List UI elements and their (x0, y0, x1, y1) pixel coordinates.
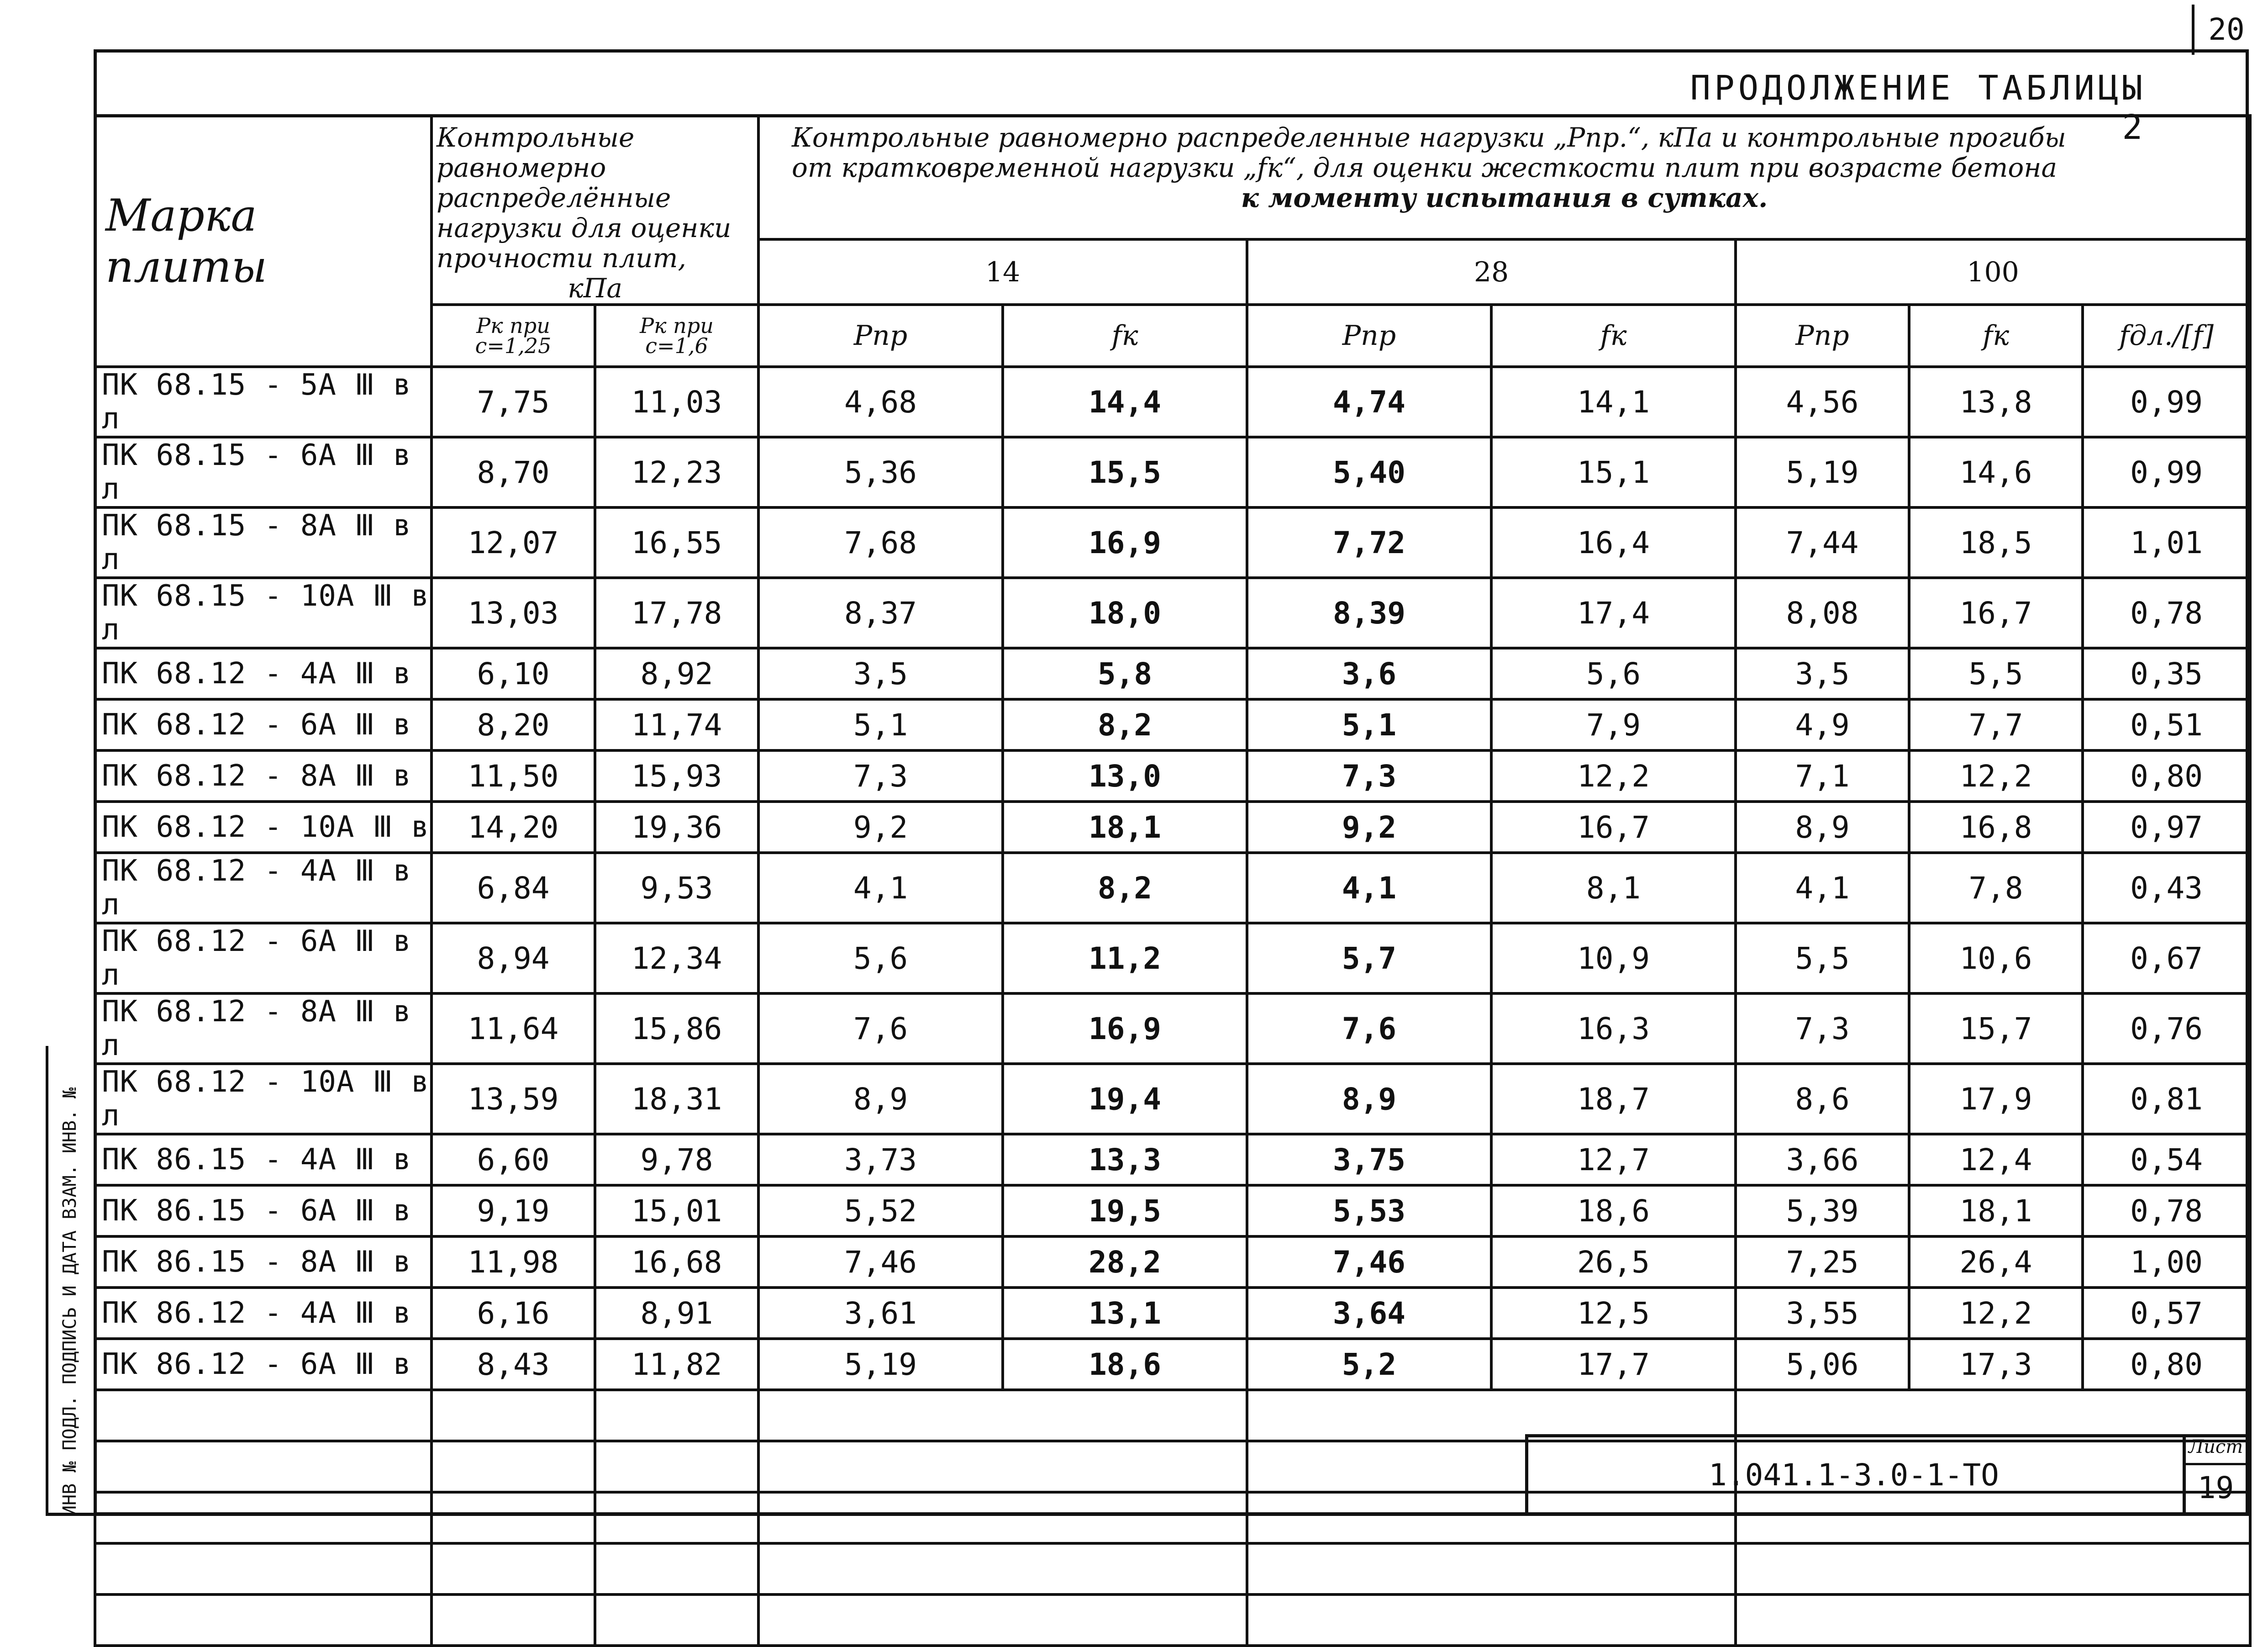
pk-125-header (431, 305, 595, 367)
p-pr-28-cell: 5,7 (1247, 923, 1491, 993)
pk-125-cell: 14,20 (431, 802, 595, 853)
loads-table (94, 114, 2252, 1647)
p-pr-28-cell: 5,2 (1247, 1339, 1491, 1390)
empty-cell (1247, 1594, 1736, 1646)
f-ratio-cell: 0,99 (2083, 437, 2250, 507)
pk-125-cell: 7,75 (431, 367, 595, 437)
pk-16-cell: 16,55 (595, 507, 758, 578)
p-pr-14-cell: 7,68 (758, 507, 1003, 578)
p-pr-100-cell: 3,5 (1736, 648, 1909, 699)
side-stamp-border (46, 1046, 48, 1515)
table-row (95, 507, 2250, 578)
continuation-title: ПРОДОЛЖЕНИЕ ТАБЛИЦЫ 2 (1690, 69, 2146, 147)
strength-loads-text: Контрольные равномерно распределённые нагрузки для оценки прочности плит, (437, 122, 731, 274)
empty-cell (758, 1492, 1247, 1543)
f-k-28-cell: 17,4 (1491, 578, 1736, 648)
pk-125-cell: 8,20 (431, 699, 595, 750)
empty-cell (758, 1441, 1247, 1492)
stiffness-loads-header (758, 116, 2250, 239)
f-k-28-cell: 16,7 (1491, 802, 1736, 853)
pk-16-line-1: Pк при (640, 313, 714, 338)
table-row (95, 1236, 2250, 1288)
pk-16-cell: 9,53 (595, 853, 758, 923)
mark-cell: ПК 68.12 - 4А Ⅲ в (95, 648, 431, 699)
empty-cell (95, 1543, 431, 1594)
p-pr-100-cell: 4,1 (1736, 853, 1909, 923)
p-pr-100-cell: 4,9 (1736, 699, 1909, 750)
mark-cell: ПК 68.12 - 8А Ⅲ в (95, 750, 431, 802)
p-pr-28-cell: 9,2 (1247, 802, 1491, 853)
pk-125-cell: 8,43 (431, 1339, 595, 1390)
p-pr-14-cell: 3,5 (758, 648, 1003, 699)
f-ratio-cell: 0,99 (2083, 367, 2250, 437)
f-k-100-cell: 16,8 (1909, 802, 2083, 853)
pk-125-line-2: c=1,25 (475, 333, 552, 358)
pk-16-cell: 9,78 (595, 1134, 758, 1185)
f-ratio-cell: 0,76 (2083, 993, 2250, 1064)
empty-cell (758, 1390, 1247, 1441)
f-k-100-cell: 15,7 (1909, 993, 2083, 1064)
table-row (95, 750, 2250, 802)
f-k-28-cell: 10,9 (1491, 923, 1736, 993)
mark-cell: ПК 68.12 - 10А Ⅲ в л (95, 1064, 431, 1134)
f-ratio-cell: 0,67 (2083, 923, 2250, 993)
f-k-100-header: fк (1909, 305, 2083, 367)
p-pr-100-cell: 7,25 (1736, 1236, 1909, 1288)
table-row (95, 923, 2250, 993)
sheet-number: 19 (2197, 1470, 2234, 1505)
pk-16-cell: 19,36 (595, 802, 758, 853)
f-k-14-cell: 28,2 (1003, 1236, 1247, 1288)
f-k-14-cell: 18,0 (1003, 578, 1247, 648)
f-k-14-cell: 16,9 (1003, 993, 1247, 1064)
stiffness-text-line-1: Контрольные равномерно распределенные нагрузки „Pпр.“, кПа и контрольные прогибы (792, 122, 2066, 153)
mark-cell: ПК 68.15 - 8А Ⅲ в л (95, 507, 431, 578)
sheet-label: Лист (2185, 1436, 2247, 1465)
stiffness-text-line-3: к моменту испытания в сутках. (1241, 182, 1768, 213)
f-k-28-cell: 16,4 (1491, 507, 1736, 578)
p-pr-100-cell: 8,08 (1736, 578, 1909, 648)
f-k-100-cell: 14,6 (1909, 437, 2083, 507)
f-k-28-cell: 12,5 (1491, 1288, 1736, 1339)
f-k-100-cell: 18,1 (1909, 1185, 2083, 1236)
mark-cell: ПК 68.12 - 10А Ⅲ в (95, 802, 431, 853)
table-row (95, 993, 2250, 1064)
pk-16-cell: 12,23 (595, 437, 758, 507)
empty-cell (95, 1441, 431, 1492)
pk-125-cell: 13,03 (431, 578, 595, 648)
p-pr-28-cell: 4,1 (1247, 853, 1491, 923)
table-row (95, 437, 2250, 507)
pk-125-cell: 8,70 (431, 437, 595, 507)
f-k-28-cell: 5,6 (1491, 648, 1736, 699)
pk-16-cell: 12,34 (595, 923, 758, 993)
p-pr-14-cell: 5,1 (758, 699, 1003, 750)
p-pr-100-header: Pпр (1736, 305, 1909, 367)
empty-cell (595, 1594, 758, 1646)
empty-cell (431, 1594, 595, 1646)
f-ratio-cell: 0,35 (2083, 648, 2250, 699)
f-k-28-header: fк (1491, 305, 1736, 367)
f-k-14-cell: 11,2 (1003, 923, 1247, 993)
f-ratio-header: fдл./[f] (2083, 305, 2250, 367)
pk-16-cell: 15,93 (595, 750, 758, 802)
pk-125-cell: 8,94 (431, 923, 595, 993)
p-pr-14-cell: 5,6 (758, 923, 1003, 993)
pk-16-cell: 15,01 (595, 1185, 758, 1236)
pk-16-cell: 16,68 (595, 1236, 758, 1288)
f-k-28-cell: 12,2 (1491, 750, 1736, 802)
f-k-14-cell: 19,5 (1003, 1185, 1247, 1236)
table-row (95, 1339, 2250, 1390)
f-k-14-cell: 13,3 (1003, 1134, 1247, 1185)
f-k-100-cell: 12,2 (1909, 750, 2083, 802)
f-k-100-cell: 12,4 (1909, 1134, 2083, 1185)
f-ratio-cell: 0,80 (2083, 750, 2250, 802)
f-k-14-cell: 16,9 (1003, 507, 1247, 578)
p-pr-14-cell: 7,46 (758, 1236, 1003, 1288)
table-row (95, 853, 2250, 923)
f-k-14-cell: 14,4 (1003, 367, 1247, 437)
pk-16-cell: 8,92 (595, 648, 758, 699)
empty-cell (595, 1390, 758, 1441)
mark-cell: ПК 86.15 - 8А Ⅲ в (95, 1236, 431, 1288)
pk-16-cell: 8,91 (595, 1288, 758, 1339)
f-k-100-cell: 17,9 (1909, 1064, 2083, 1134)
side-stamp-text: ИНВ № ПОДЛ. ПОДПИСЬ И ДАТА ВЗАМ. ИНВ. № (59, 1087, 80, 1516)
p-pr-100-cell: 8,9 (1736, 802, 1909, 853)
f-k-100-cell: 16,7 (1909, 578, 2083, 648)
empty-row (95, 1390, 2250, 1441)
empty-cell (95, 1390, 431, 1441)
p-pr-28-cell: 4,74 (1247, 367, 1491, 437)
pk-125-cell: 11,64 (431, 993, 595, 1064)
p-pr-14-cell: 4,1 (758, 853, 1003, 923)
f-k-14-cell: 15,5 (1003, 437, 1247, 507)
f-k-100-cell: 10,6 (1909, 923, 2083, 993)
age-28-header: 28 (1247, 239, 1736, 305)
p-pr-100-cell: 5,06 (1736, 1339, 1909, 1390)
mark-cell: ПК 68.12 - 8А Ⅲ в л (95, 993, 431, 1064)
f-k-100-cell: 7,7 (1909, 699, 2083, 750)
f-k-28-cell: 8,1 (1491, 853, 1736, 923)
pk-16-cell: 11,03 (595, 367, 758, 437)
f-k-14-cell: 8,2 (1003, 853, 1247, 923)
f-ratio-cell: 0,78 (2083, 1185, 2250, 1236)
pk-16-cell: 11,82 (595, 1339, 758, 1390)
p-pr-100-cell: 3,66 (1736, 1134, 1909, 1185)
mark-cell: ПК 68.15 - 5А Ⅲ в л (95, 367, 431, 437)
pk-16-cell: 11,74 (595, 699, 758, 750)
p-pr-28-cell: 7,6 (1247, 993, 1491, 1064)
empty-row (95, 1543, 2250, 1594)
pk-16-cell: 15,86 (595, 993, 758, 1064)
pk-125-cell: 12,07 (431, 507, 595, 578)
f-k-14-cell: 18,6 (1003, 1339, 1247, 1390)
pk-125-cell: 6,16 (431, 1288, 595, 1339)
mark-cell: ПК 68.12 - 4А Ⅲ в л (95, 853, 431, 923)
p-pr-100-cell: 4,56 (1736, 367, 1909, 437)
table-row (95, 699, 2250, 750)
p-pr-28-cell: 5,40 (1247, 437, 1491, 507)
p-pr-28-cell: 8,39 (1247, 578, 1491, 648)
f-k-28-cell: 16,3 (1491, 993, 1736, 1064)
mark-cell: ПК 86.15 - 6А Ⅲ в (95, 1185, 431, 1236)
pk-125-cell: 13,59 (431, 1064, 595, 1134)
table-row (95, 578, 2250, 648)
empty-cell (1736, 1390, 2250, 1441)
empty-cell (431, 1441, 595, 1492)
p-pr-28-cell: 3,6 (1247, 648, 1491, 699)
p-pr-28-cell: 5,1 (1247, 699, 1491, 750)
p-pr-100-cell: 7,1 (1736, 750, 1909, 802)
document-code: 1.041.1-3.0-1-ТО (1709, 1457, 1999, 1493)
p-pr-28-cell: 7,46 (1247, 1236, 1491, 1288)
pk-125-line-1: Pк при (476, 313, 550, 338)
empty-cell (95, 1594, 431, 1646)
p-pr-14-cell: 5,19 (758, 1339, 1003, 1390)
f-k-14-cell: 13,1 (1003, 1288, 1247, 1339)
p-pr-14-cell: 8,9 (758, 1064, 1003, 1134)
f-k-28-cell: 12,7 (1491, 1134, 1736, 1185)
pk-125-cell: 6,84 (431, 853, 595, 923)
p-pr-28-cell: 7,72 (1247, 507, 1491, 578)
empty-cell (1736, 1594, 2250, 1646)
pk-16-header (595, 305, 758, 367)
strength-loads-header (431, 116, 758, 305)
f-k-14-cell: 13,0 (1003, 750, 1247, 802)
strength-loads-unit: кПа (568, 273, 622, 304)
stiffness-text-line-2: от кратковременной нагрузки „fк“, для оценки жесткости плит при возрасте бетона (792, 152, 2058, 183)
f-k-100-cell: 13,8 (1909, 367, 2083, 437)
empty-cell (595, 1543, 758, 1594)
mark-cell: ПК 68.12 - 6А Ⅲ в л (95, 923, 431, 993)
f-ratio-cell: 0,81 (2083, 1064, 2250, 1134)
age-14-header: 14 (758, 239, 1247, 305)
p-pr-28-header: Pпр (1247, 305, 1491, 367)
mark-cell: ПК 68.12 - 6А Ⅲ в (95, 699, 431, 750)
f-k-14-cell: 18,1 (1003, 802, 1247, 853)
empty-cell (1247, 1390, 1736, 1441)
mark-cell: ПК 68.15 - 6А Ⅲ в л (95, 437, 431, 507)
p-pr-14-cell: 4,68 (758, 367, 1003, 437)
p-pr-100-cell: 7,44 (1736, 507, 1909, 578)
p-pr-100-cell: 8,6 (1736, 1064, 1909, 1134)
mark-header: Марка плиты (95, 116, 431, 367)
pk-16-cell: 18,31 (595, 1064, 758, 1134)
p-pr-14-cell: 5,36 (758, 437, 1003, 507)
f-k-28-cell: 7,9 (1491, 699, 1736, 750)
p-pr-14-cell: 3,61 (758, 1288, 1003, 1339)
p-pr-14-header: Pпр (758, 305, 1003, 367)
table-row (95, 1288, 2250, 1339)
p-pr-14-cell: 7,3 (758, 750, 1003, 802)
f-ratio-cell: 0,57 (2083, 1288, 2250, 1339)
f-k-100-cell: 17,3 (1909, 1339, 2083, 1390)
f-k-28-cell: 26,5 (1491, 1236, 1736, 1288)
f-k-28-cell: 14,1 (1491, 367, 1736, 437)
p-pr-100-cell: 7,3 (1736, 993, 1909, 1064)
f-ratio-cell: 1,00 (2083, 1236, 2250, 1288)
empty-cell (431, 1492, 595, 1543)
p-pr-28-cell: 3,75 (1247, 1134, 1491, 1185)
table-row (95, 648, 2250, 699)
f-k-100-cell: 26,4 (1909, 1236, 2083, 1288)
table-row (95, 1064, 2250, 1134)
empty-cell (595, 1492, 758, 1543)
p-pr-14-cell: 8,37 (758, 578, 1003, 648)
p-pr-100-cell: 3,55 (1736, 1288, 1909, 1339)
f-ratio-cell: 0,54 (2083, 1134, 2250, 1185)
f-k-100-cell: 7,8 (1909, 853, 2083, 923)
f-k-28-cell: 17,7 (1491, 1339, 1736, 1390)
p-pr-14-cell: 5,52 (758, 1185, 1003, 1236)
f-k-14-cell: 5,8 (1003, 648, 1247, 699)
pk-125-cell: 6,10 (431, 648, 595, 699)
mark-cell: ПК 86.15 - 4А Ⅲ в (95, 1134, 431, 1185)
page-number: 20 (2192, 5, 2258, 55)
mark-cell: ПК 68.15 - 10А Ⅲ в л (95, 578, 431, 648)
f-ratio-cell: 0,97 (2083, 802, 2250, 853)
f-k-100-cell: 5,5 (1909, 648, 2083, 699)
empty-cell (1247, 1543, 1736, 1594)
table-row (95, 1185, 2250, 1236)
empty-cell (431, 1543, 595, 1594)
empty-cell (595, 1441, 758, 1492)
p-pr-14-cell: 9,2 (758, 802, 1003, 853)
f-ratio-cell: 0,80 (2083, 1339, 2250, 1390)
f-k-14-cell: 19,4 (1003, 1064, 1247, 1134)
age-100-header: 100 (1736, 239, 2250, 305)
p-pr-28-cell: 8,9 (1247, 1064, 1491, 1134)
mark-cell: ПК 86.12 - 4А Ⅲ в (95, 1288, 431, 1339)
f-ratio-cell: 0,78 (2083, 578, 2250, 648)
p-pr-14-cell: 3,73 (758, 1134, 1003, 1185)
f-k-14-header: fк (1003, 305, 1247, 367)
empty-cell (758, 1543, 1247, 1594)
f-ratio-cell: 0,51 (2083, 699, 2250, 750)
p-pr-100-cell: 5,39 (1736, 1185, 1909, 1236)
f-ratio-cell: 0,43 (2083, 853, 2250, 923)
table-row (95, 367, 2250, 437)
p-pr-28-cell: 7,3 (1247, 750, 1491, 802)
f-k-100-cell: 18,5 (1909, 507, 2083, 578)
table-row (95, 802, 2250, 853)
p-pr-28-cell: 5,53 (1247, 1185, 1491, 1236)
empty-cell (758, 1594, 1247, 1646)
f-k-28-cell: 18,6 (1491, 1185, 1736, 1236)
f-ratio-cell: 1,01 (2083, 507, 2250, 578)
mark-cell: ПК 86.12 - 6А Ⅲ в (95, 1339, 431, 1390)
f-k-28-cell: 18,7 (1491, 1064, 1736, 1134)
p-pr-14-cell: 7,6 (758, 993, 1003, 1064)
pk-125-cell: 11,50 (431, 750, 595, 802)
pk-16-line-2: c=1,6 (645, 333, 708, 358)
p-pr-28-cell: 3,64 (1247, 1288, 1491, 1339)
f-k-28-cell: 15,1 (1491, 437, 1736, 507)
pk-16-cell: 17,78 (595, 578, 758, 648)
f-k-100-cell: 12,2 (1909, 1288, 2083, 1339)
f-k-14-cell: 8,2 (1003, 699, 1247, 750)
pk-125-cell: 9,19 (431, 1185, 595, 1236)
pk-125-cell: 11,98 (431, 1236, 595, 1288)
empty-row (95, 1594, 2250, 1646)
pk-125-cell: 6,60 (431, 1134, 595, 1185)
empty-cell (1736, 1543, 2250, 1594)
empty-cell (95, 1492, 431, 1543)
table-row (95, 1134, 2250, 1185)
empty-cell (431, 1390, 595, 1441)
p-pr-100-cell: 5,5 (1736, 923, 1909, 993)
p-pr-100-cell: 5,19 (1736, 437, 1909, 507)
